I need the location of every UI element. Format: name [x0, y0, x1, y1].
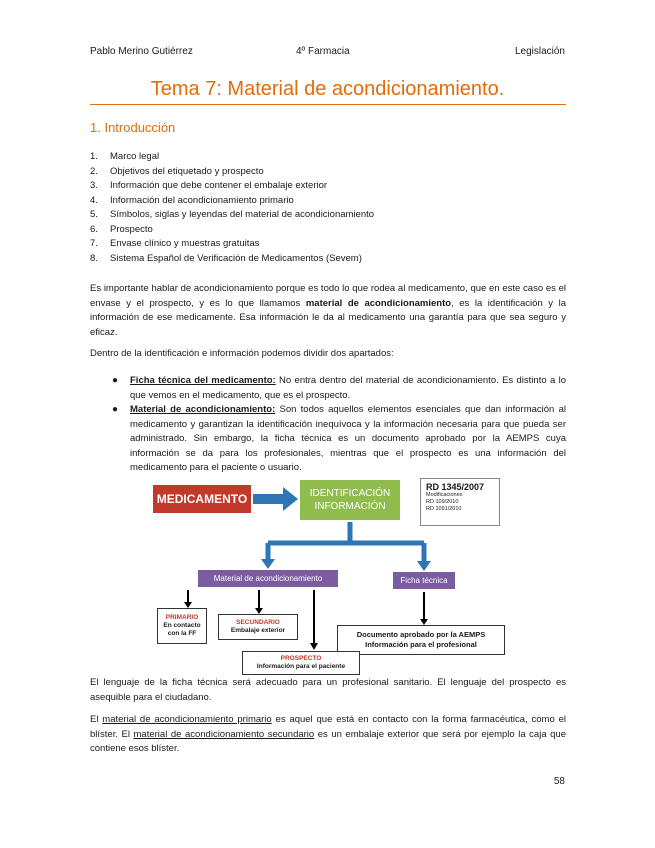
- ficha-tecnica-box: Ficha técnica: [393, 572, 455, 589]
- primario-box: PRIMARIO En contacto con la FF: [157, 608, 207, 644]
- medicamento-box: MEDICAMENTO: [153, 485, 251, 513]
- list-item: 8. Sistema Español de Verificación de Medicamentos (Sevem): [90, 252, 362, 264]
- bullet-material: ● Material de acondicionamiento: Son todos aquellos elementos esenciales que dan información al medicamento y garantizan la identificación inequívoca y la información necesaria para que pueda ser administrado. Sin embargo, la ficha técnica es un documento aprobado por la AEMPS cuya información se da para los profesionales, mientras que el prospecto es una información del medicamento para el paciente o usuario.: [112, 404, 566, 474]
- paragraph-apartados: Dentro de la identificación e información podemos dividir dos apartados:: [90, 348, 394, 359]
- list-item: 5. Símbolos, siglas y leyendas del material de acondicionamiento: [90, 209, 375, 220]
- bullet-icon: ●: [112, 404, 119, 415]
- prospecto-box: PROSPECTO Información para el paciente: [242, 651, 360, 675]
- bullet-ficha-tecnica: ● Ficha técnica del medicamento: No entra dentro del material de acondicionamiento. Es distinto a lo que vemos en el medicamento, que es el prospecto.: [112, 375, 566, 401]
- paragraph-intro: Es importante hablar de acondicionamiento porque es todo lo que rodea al medicamento, que en este caso es el envase y el prospecto, y es lo que llamamos material de acondicionamiento, es la identificación y la información de ese medicamente. Esa información le da al medicamento una garantía para que sea seguro y eficaz.: [90, 283, 566, 338]
- list-item: 3. Información que debe contener el embalaje exterior: [90, 180, 328, 191]
- page-number: 58: [553, 776, 565, 787]
- section-heading: 1. Introducción: [90, 120, 176, 135]
- list-item: 7. Envase clínico y muestras gratuitas: [90, 238, 260, 249]
- arrow-medicamento-to-id: [253, 487, 298, 511]
- header-subject: Legislación: [514, 46, 565, 57]
- page-title: Tema 7: Material de acondicionamiento.: [150, 78, 505, 100]
- paragraph-primario-secundario: El material de acondicionamiento primario es aquel que está en contacto con la forma farmacéutica, como el blíster. El material de acondicionamiento secundario es un embalaje exterior que será por ejemplo la caja que contiene esos blíster.: [90, 714, 566, 755]
- list-item: 2. Objetivos del etiquetado y prospecto: [90, 165, 264, 177]
- blue-branch: [268, 522, 424, 563]
- secundario-box: SECUNDARIO Embalaje exterior: [218, 614, 298, 640]
- header-author: Pablo Merino Gutiérrez: [90, 46, 193, 57]
- rd-box: RD 1345/2007 Modificaciones RD 109/2010 RD 1091/2010: [420, 478, 500, 526]
- list-item: 4. Información del acondicionamiento primario: [90, 194, 294, 206]
- header-course: 4º Farmacia: [296, 46, 350, 57]
- identificacion-box: IDENTIFICACIÓN INFORMACIÓN: [300, 480, 400, 520]
- list-item: 6. Prospecto: [90, 223, 153, 235]
- paragraph-lenguaje: El lenguaje de la ficha técnica será adecuado para un profesional sanitario. El lenguaje del prospecto es asequible para el ciudadano.: [90, 677, 566, 703]
- documento-aemps-box: Documento aprobado por la AEMPS Información para el profesional: [337, 625, 505, 655]
- bullet-icon: ●: [112, 375, 119, 386]
- material-box: Material de acondicionamiento: [198, 570, 338, 587]
- list-item: 1. Marco legal: [90, 151, 160, 162]
